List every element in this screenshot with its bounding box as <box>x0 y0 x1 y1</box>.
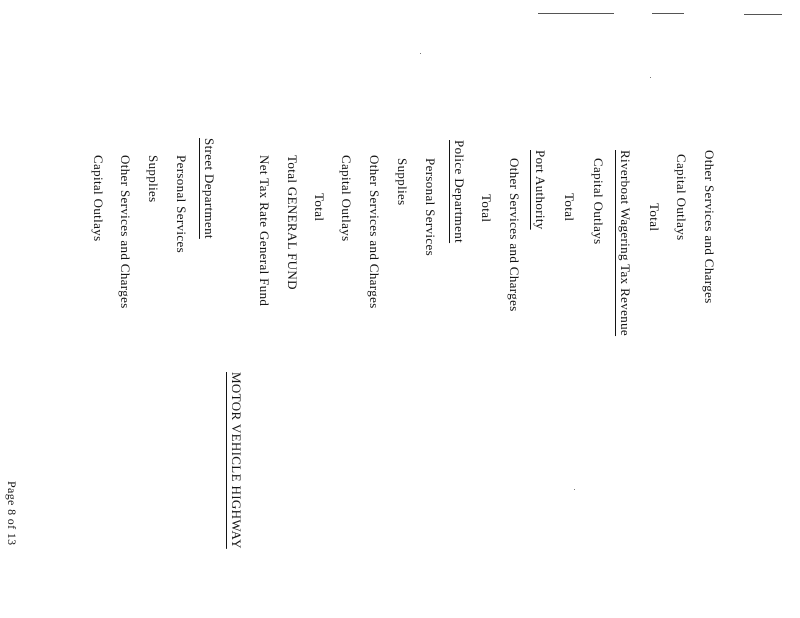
line-capital-outlays: Capital Outlays <box>591 158 606 245</box>
scan-speck <box>574 489 575 490</box>
line-other-services-and-charges: Other Services and Charges <box>702 150 717 304</box>
line-personal-services: Personal Services <box>174 155 189 254</box>
line-total: Total <box>562 193 577 222</box>
top-rule <box>744 14 782 15</box>
line-police-department: Police Department <box>452 140 467 244</box>
line-capital-outlays: Capital Outlays <box>91 155 106 242</box>
line-net-tax-rate-general-fund: Net Tax Rate General Fund <box>257 155 272 307</box>
line-personal-services: Personal Services <box>423 158 438 257</box>
line-total-general-fund: Total GENERAL FUND <box>285 155 300 290</box>
line-motor-vehicle-highway: MOTOR VEHICLE HIGHWAY <box>229 372 244 549</box>
scan-speck <box>650 77 651 78</box>
line-total: Total <box>647 203 662 232</box>
line-capital-outlays: Capital Outlays <box>674 154 689 241</box>
line-other-services-and-charges: Other Services and Charges <box>118 155 133 309</box>
line-supplies: Supplies <box>146 155 161 203</box>
line-supplies: Supplies <box>395 158 410 206</box>
scan-speck <box>420 53 421 54</box>
top-rule <box>652 13 684 14</box>
line-other-services-and-charges: Other Services and Charges <box>507 158 522 312</box>
line-riverboat-wagering-tax-revenue: Riverboat Wagering Tax Revenue <box>618 150 633 337</box>
line-total: Total <box>312 193 327 222</box>
line-street-department: Street Department <box>202 138 217 239</box>
page-number: Page 8 of 13 <box>5 481 19 546</box>
line-total: Total <box>479 194 494 223</box>
top-rule <box>538 13 614 14</box>
line-port-authority: Port Authority <box>533 150 548 230</box>
line-capital-outlays: Capital Outlays <box>339 155 354 242</box>
line-other-services-and-charges: Other Services and Charges <box>367 155 382 309</box>
